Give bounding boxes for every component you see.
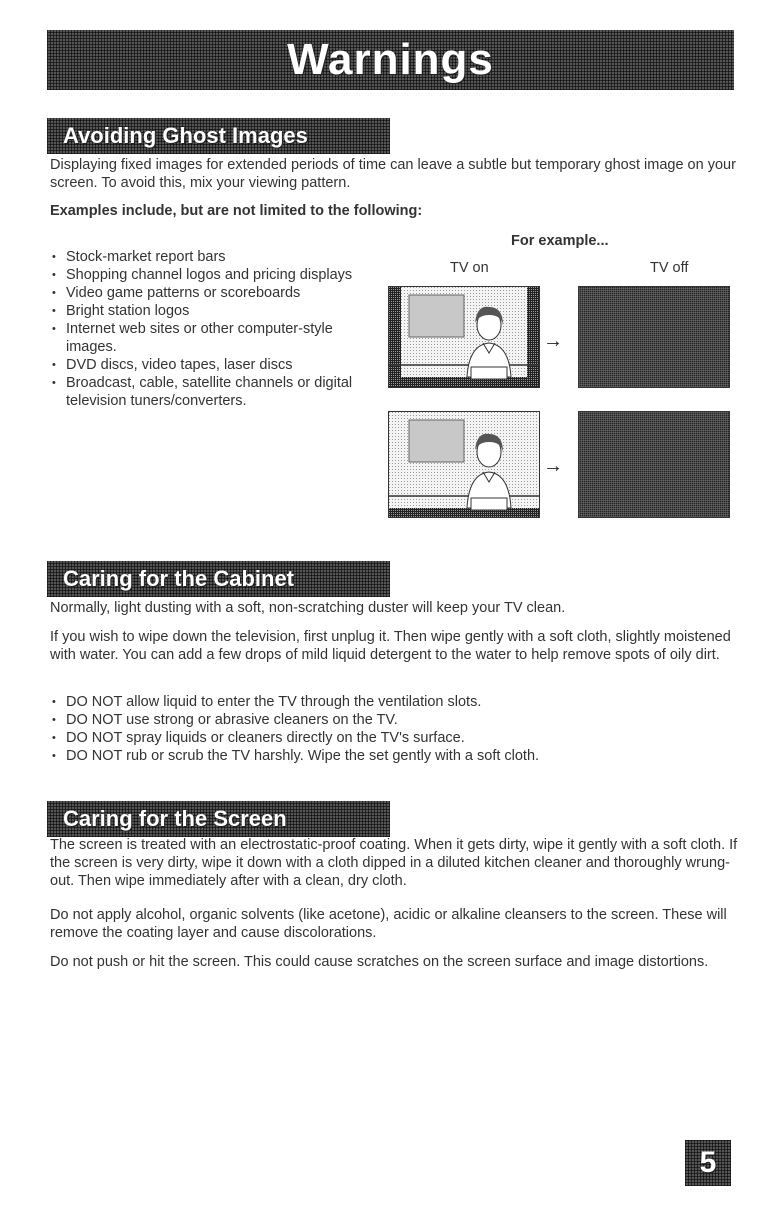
section-header-ghost xyxy=(47,118,390,154)
page-number: 5 xyxy=(699,1146,717,1179)
list-item: • Video game patterns or scoreboards xyxy=(50,284,370,302)
cabinet-p2: If you wish to wipe down the television, first unplug it. Then wipe gently with a soft cloth, slightly moistened with water. You can add a few drops of mild liquid detergent to the water to help remove spots of oily dirt. xyxy=(50,629,731,663)
for-example-label: For example... xyxy=(511,233,609,249)
screen-p3: Do not push or hit the screen. This could cause scratches on the screen surface and image distortions. xyxy=(50,954,709,970)
screen-p1: The screen is treated with an electrostatic-proof coating. When it gets dirty, wipe it gently with a soft cloth. If the screen is very dirty, wipe it down with a cloth dipped in a diluted kitchen cleaner and thoroughly wrung-out. Then wipe immediately after with a clean, dry cloth. xyxy=(50,837,738,889)
list-item: • DVD discs, video tapes, laser discs xyxy=(50,356,370,374)
list-item: • Shopping channel logos and pricing displays xyxy=(50,266,370,284)
tv-off-screen xyxy=(578,411,730,518)
list-item: • Broadcast, cable, satellite channels or digital television tuners/converters. xyxy=(50,374,370,410)
ghost-intro: Displaying fixed images for extended periods of time can leave a subtle but temporary ghost image on your screen. To avoid this, mix your viewing pattern. xyxy=(50,157,736,191)
section-title-ghost: Avoiding Ghost Images xyxy=(63,123,308,148)
screen-p2: Do not apply alcohol, organic solvents (like acetone), acidic or alkaline cleansers to the screen. These will remove the coating layer and cause discolorations. xyxy=(50,907,727,941)
section-header-cabinet xyxy=(47,561,390,597)
tv-on-illustration xyxy=(388,411,540,518)
list-item: • DO NOT spray liquids or cleaners directly on the TV's surface. xyxy=(50,729,740,747)
cabinet-list xyxy=(50,693,740,765)
list-item: • DO NOT allow liquid to enter the TV through the ventilation slots. xyxy=(50,693,740,711)
title-banner xyxy=(47,30,734,90)
list-item: • Stock-market report bars xyxy=(50,248,370,266)
list-item: • DO NOT rub or scrub the TV harshly. Wipe the set gently with a soft cloth. xyxy=(50,747,740,765)
tv-off-label: TV off xyxy=(650,260,689,276)
section-title-screen: Caring for the Screen xyxy=(63,806,287,831)
list-item: • Bright station logos xyxy=(50,302,370,320)
page-title: Warnings xyxy=(287,35,494,84)
examples-heading: Examples include, but are not limited to the following: xyxy=(50,203,423,219)
arrow-right-icon: → xyxy=(543,330,563,352)
section-header-screen xyxy=(47,801,390,837)
tv-on-illustration xyxy=(388,286,540,388)
tv-on-label: TV on xyxy=(450,260,489,276)
section-title-cabinet: Caring for the Cabinet xyxy=(63,566,295,591)
page-number-box xyxy=(685,1140,731,1186)
tv-off-screen xyxy=(578,286,730,388)
ghost-list xyxy=(50,248,370,410)
cabinet-p1: Normally, light dusting with a soft, non-scratching duster will keep your TV clean. xyxy=(50,600,566,616)
list-item: • Internet web sites or other computer-style images. xyxy=(50,320,370,356)
list-item: • DO NOT use strong or abrasive cleaners on the TV. xyxy=(50,711,740,729)
arrow-right-icon: → xyxy=(543,455,563,477)
